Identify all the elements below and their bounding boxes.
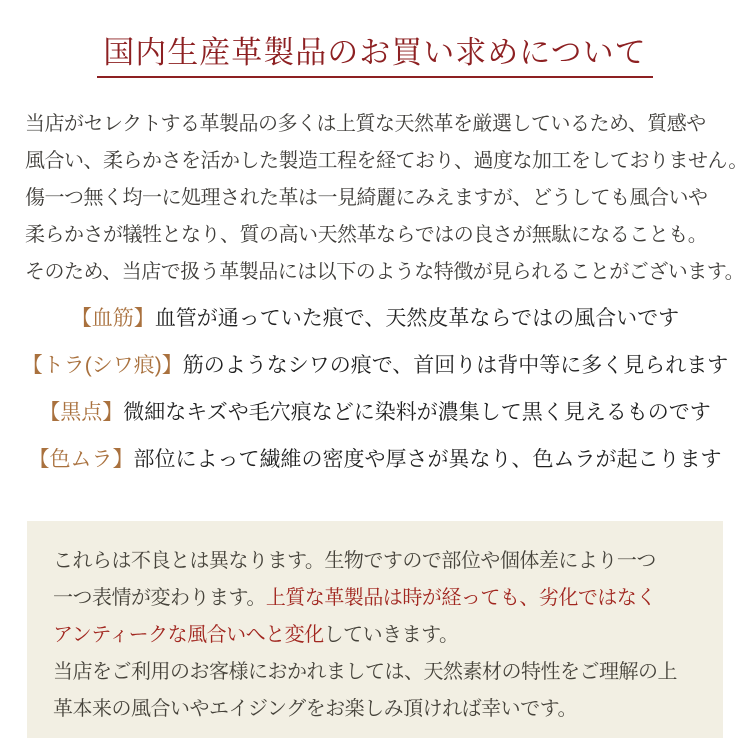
notice-line-4 [53, 654, 697, 691]
intro-line-4: 柔らかさが犠牲となり、質の高い天然革ならではの良さが無駄になることも。 [25, 224, 708, 247]
feature-text: 筋のようなシワの痕で、首回りは背中等に多く見られます [182, 354, 729, 378]
feature-label: 【トラ(シワ痕)】 [21, 354, 183, 378]
intro-line-1: 当店がセレクトする革製品の多くは上質な天然革を厳選しているため、質感や [25, 113, 706, 136]
feature-text: 血管が通っていた痕で、天然皮革ならではの風合いです [154, 307, 680, 331]
notice-line-3 [53, 617, 697, 654]
notice-text: していきます。 [323, 624, 459, 647]
intro-paragraph [25, 106, 748, 291]
title-section [0, 0, 750, 78]
page-title: 国内生産革製品のお買い求めについて [97, 36, 652, 78]
notice-text: 一つ表情が変わります。 [53, 587, 266, 610]
feature-text: 部位によって繊維の密度や厚さが異なり、色ムラが起こります [133, 448, 722, 472]
intro-line-2: 風合い、柔らかさを活かした製造工程を経ており、過度な加工をしておりません。 [25, 150, 748, 173]
intro-line-3: 傷一つ無く均一に処理された革は一見綺麗にみえますが、どうしても風合いや [25, 187, 708, 210]
feature-label: 【色ムラ】 [28, 448, 134, 472]
feature-item-kokuten [0, 389, 750, 436]
feature-item-iromura [0, 436, 750, 483]
notice-text: 当店をご利用のお客様におかれましては、天然素材の特性をご理解の上 [53, 661, 677, 684]
notice-line-1 [53, 543, 697, 580]
notice-box [27, 521, 723, 738]
notice-line-5 [53, 691, 697, 728]
feature-item-tora [0, 342, 750, 389]
notice-text-red: 上質な革製品は時が経っても、劣化ではなく [265, 587, 656, 610]
feature-text: 微細なキズや毛穴痕などに染料が濃集して黒く見えるものです [123, 401, 711, 425]
intro-line-5: そのため、当店で扱う革製品には以下のような特徴が見られることがございます。 [25, 261, 745, 284]
notice-paragraph [53, 543, 697, 728]
feature-label: 【黒点】 [39, 401, 124, 425]
feature-item-chisuji [0, 295, 750, 342]
notice-text: これらは不良とは異なります。生物ですので部位や個体差により一つ [53, 550, 656, 573]
feature-label: 【血筋】 [70, 307, 155, 331]
notice-line-2 [53, 580, 697, 617]
feature-list [0, 295, 750, 483]
notice-text-red: アンティークな風合いへと変化 [53, 624, 324, 647]
notice-text: 革本来の風合いやエイジングをお楽しみ頂ければ幸いです。 [53, 698, 577, 721]
